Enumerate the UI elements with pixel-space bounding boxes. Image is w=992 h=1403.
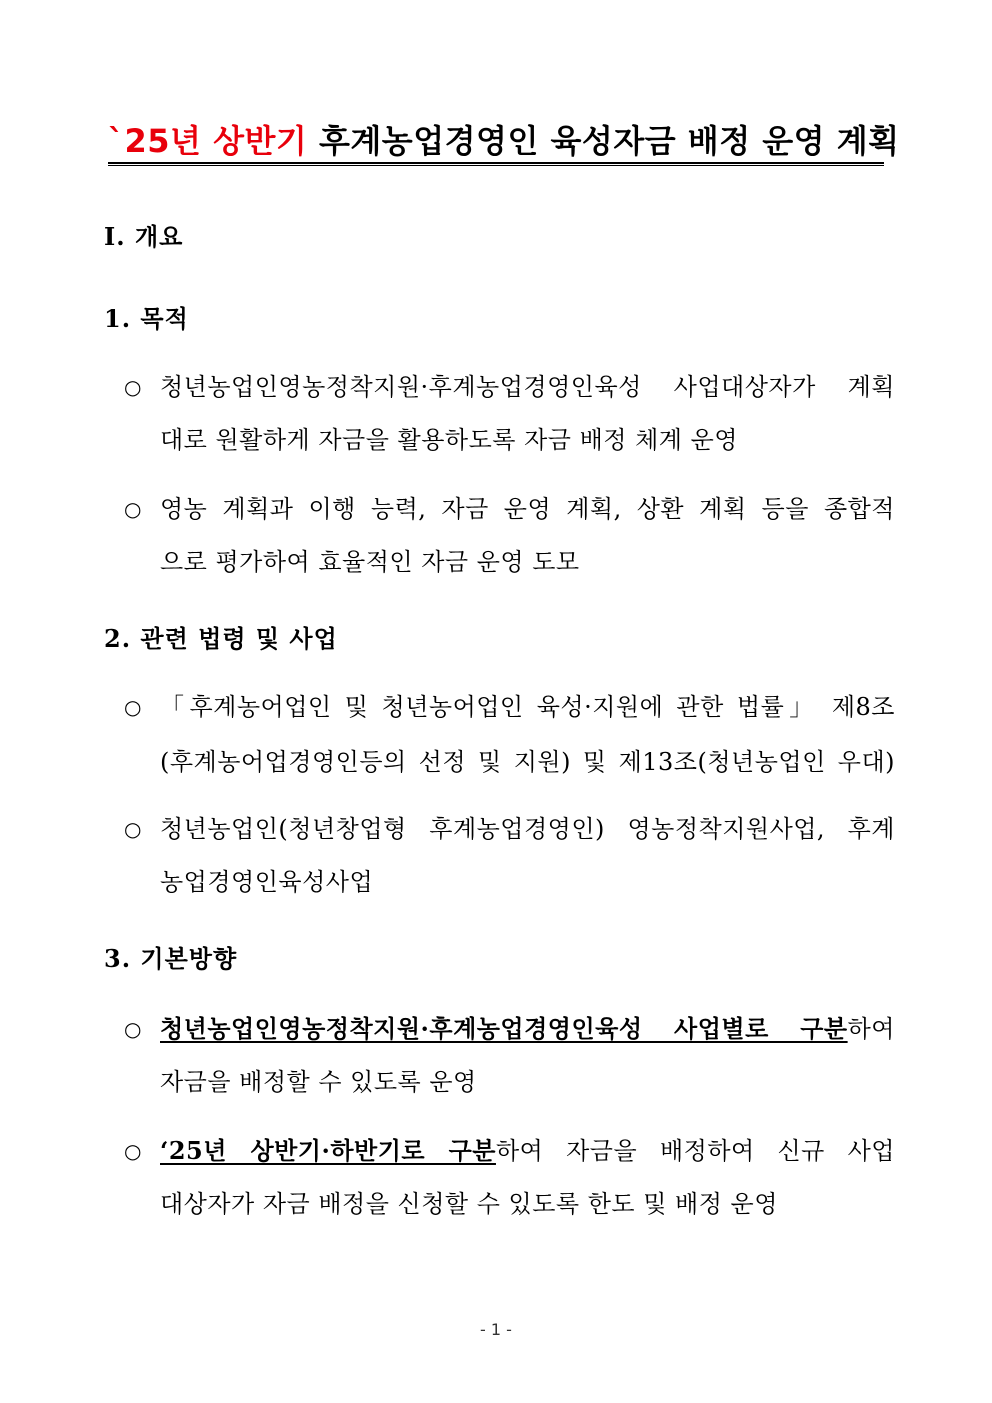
- direction-bullet-1-line-1: [160, 1012, 895, 1046]
- bullet-marker: ○: [124, 497, 142, 521]
- title-underline: [108, 162, 884, 166]
- heading-purpose: 1. 목적: [104, 304, 189, 333]
- bullet-marker: ○: [124, 1017, 142, 1041]
- direction-bullet-1-emphasis: 청년농업인영농정착지원·후계농업경영인육성 사업별로 구분: [160, 1014, 848, 1043]
- direction-bullet-2-emphasis: ‘25년 상반기·하반기로 구분: [160, 1136, 496, 1165]
- purpose-bullet-1-line-1: 청년농업인영농정착지원·후계농업경영인육성 사업대상자가 계획: [160, 373, 895, 401]
- heading-direction: 3. 기본방향: [104, 944, 238, 973]
- direction-bullet-2-line-2: 대상자가 자금 배정을 신청할 수 있도록 한도 및 배정 운영: [160, 1190, 778, 1218]
- laws-bullet-1-line-1: 「후계농어업인 및 청년농어업인 육성·지원에 관한 법률」 제8조: [160, 693, 895, 721]
- page-number: - 1 -: [480, 1320, 512, 1339]
- direction-bullet-2-rest: 하여 자금을 배정하여 신규 사업: [495, 1137, 895, 1165]
- laws-bullet-2-line-1: 청년농업인(청년창업형 후계농업경영인) 영농정착지원사업, 후계: [160, 815, 895, 843]
- bullet-marker: ○: [124, 375, 142, 399]
- bullet-marker: ○: [124, 1139, 142, 1163]
- direction-bullet-1-rest: 하여: [847, 1015, 895, 1043]
- laws-bullet-1-line-2: (후계농어업경영인등의 선정 및 지원) 및 제13조(청년농업인 우대): [160, 748, 895, 776]
- direction-bullet-1-line-2: 자금을 배정할 수 있도록 운영: [160, 1068, 477, 1096]
- direction-bullet-2-line-1: [160, 1134, 895, 1168]
- purpose-bullet-2-line-2: 으로 평가하여 효율적인 자금 운영 도모: [160, 548, 580, 576]
- laws-bullet-2-line-2: 농업경영인육성사업: [160, 868, 374, 896]
- heading-laws: 2. 관련 법령 및 사업: [104, 624, 338, 653]
- purpose-bullet-2-line-1: 영농 계획과 이행 능력, 자금 운영 계획, 상환 계획 등을 종합적: [160, 495, 895, 523]
- bullet-marker: ○: [124, 817, 142, 841]
- title-main: 후계농업경영인 육성자금 배정 운영 계획: [307, 122, 900, 160]
- purpose-bullet-1-line-2: 대로 원활하게 자금을 활용하도록 자금 배정 체계 운영: [160, 426, 738, 454]
- document-title: [108, 118, 900, 164]
- section-heading-overview: Ⅰ. 개요: [104, 222, 184, 251]
- title-highlight: `25년 상반기: [108, 122, 308, 160]
- bullet-marker: ○: [124, 695, 142, 719]
